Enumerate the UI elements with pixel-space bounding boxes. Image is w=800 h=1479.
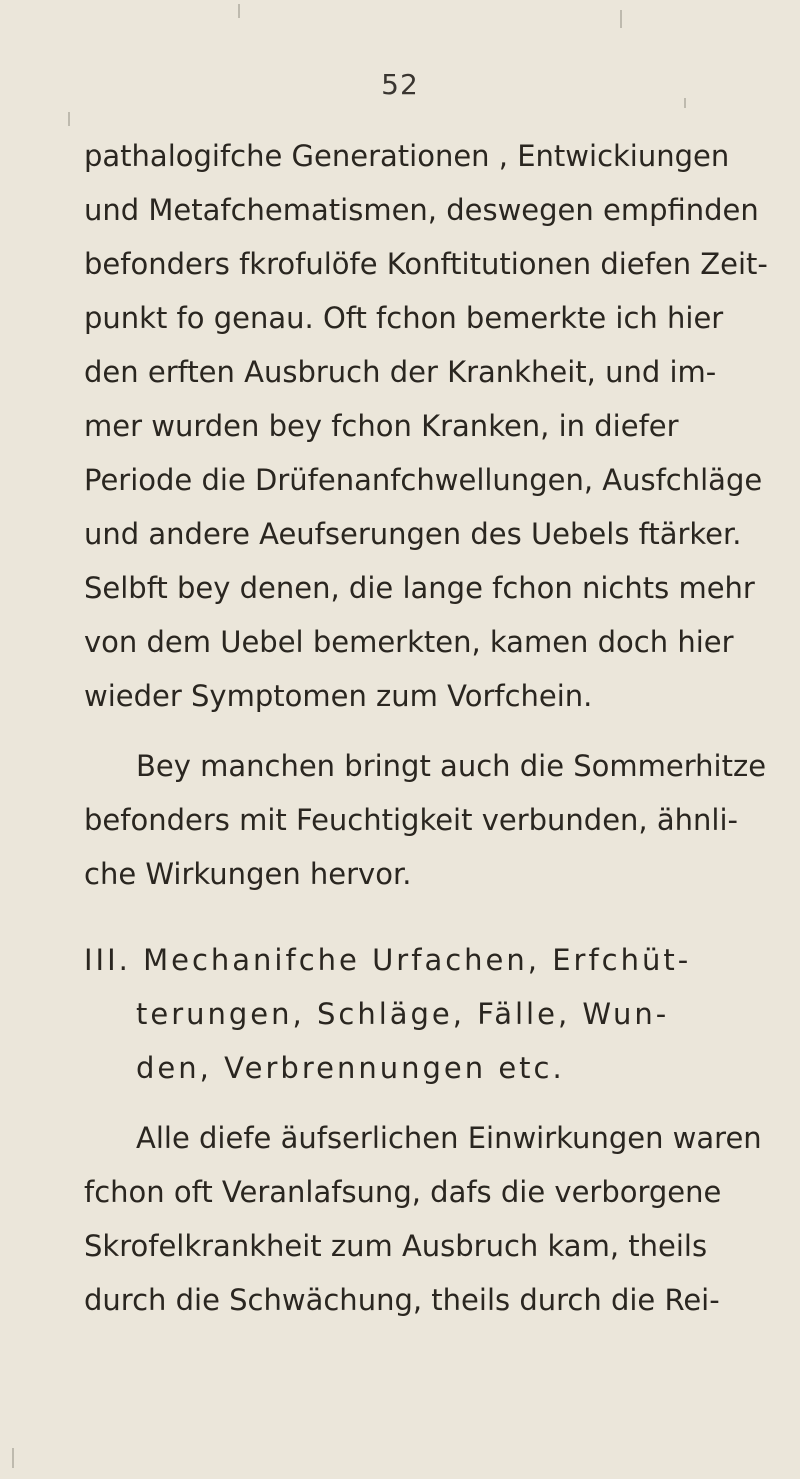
text-line: den erften Ausbruch der Krankheit, und im- [84, 355, 717, 389]
section-heading-line: den, Verbrennungen etc. [136, 1051, 565, 1085]
text-line: pathalogifche Generationen , Entwickiungen [84, 139, 730, 173]
text-line: fchon oft Veranlafsung, dafs die verborgene [84, 1175, 722, 1209]
text-line: und Metafchematismen, deswegen empfinden [84, 193, 759, 227]
scan-speck [684, 98, 686, 108]
scan-speck [238, 4, 240, 18]
text-line: und andere Aeufserungen des Uebels ftärker. [84, 517, 742, 551]
section-heading-line: III. Mechanifche Urfachen, Erfchüt- [84, 943, 692, 977]
text-line: mer wurden bey fchon Kranken, in diefer [84, 409, 679, 443]
scan-speck [68, 112, 70, 126]
text-line: Bey manchen bringt auch die Sommerhitze [136, 749, 767, 783]
text-line: Skrofelkrankheit zum Ausbruch kam, theils [84, 1229, 708, 1263]
text-line: wieder Symptomen zum Vorfchein. [84, 679, 593, 713]
scan-speck [620, 10, 622, 28]
section-heading-line: terungen, Schläge, Fälle, Wun- [136, 997, 670, 1031]
text-line: Selbft bey denen, die lange fchon nichts mehr [84, 571, 755, 605]
text-line: befonders fkrofulöfe Konftitutionen diefen Zeit- [84, 247, 768, 281]
text-line: Alle diefe äufserlichen Einwirkungen waren [136, 1121, 762, 1155]
text-line: befonders mit Feuchtigkeit verbunden, ähnli- [84, 803, 738, 837]
text-line: che Wirkungen hervor. [84, 857, 412, 891]
text-line: von dem Uebel bemerkten, kamen doch hier [84, 625, 734, 659]
page-number: 52 [381, 68, 419, 101]
text-line: Periode die Drüfenanfchwellungen, Ausfchläge [84, 463, 763, 497]
text-line: punkt fo genau. Oft fchon bemerkte ich hier [84, 301, 724, 335]
text-line: durch die Schwächung, theils durch die Rei- [84, 1283, 720, 1317]
scan-speck [12, 1448, 14, 1468]
